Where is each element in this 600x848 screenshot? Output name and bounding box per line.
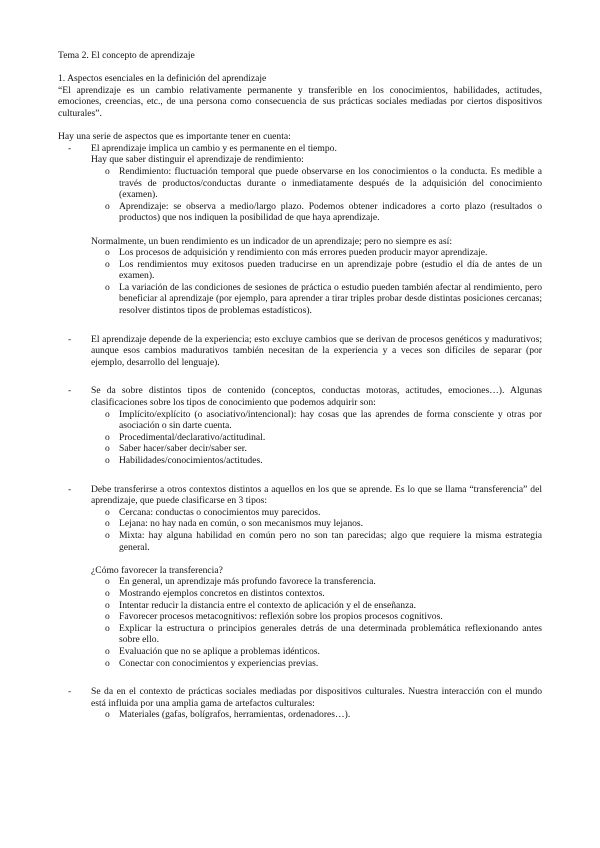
bullet-text: Se da en el contexto de prácticas sociales mediadas por dispositivos culturales. Nuestra interacción con el mundo está influida por una amplia gama de artefactos culturales: — [91, 686, 542, 709]
dash-marker: - — [68, 483, 72, 495]
sub-item — [58, 432, 542, 444]
sub-item — [58, 409, 542, 432]
sub-item — [58, 576, 542, 588]
sub-item — [58, 709, 542, 721]
sub-item — [58, 611, 542, 623]
sub-item — [58, 247, 542, 259]
o-marker: o — [105, 709, 110, 721]
sub-item — [58, 588, 542, 600]
o-marker: o — [105, 611, 110, 623]
o-marker: o — [105, 657, 110, 669]
bullet-text: Debe transferirse a otros contextos distintos a aquellos en los que se aprende. Es lo que se llama “transferencia” del aprendizaje, que puede clasificarse en 3 tipos: — [91, 483, 542, 507]
sub-item — [58, 201, 542, 224]
sub-item-text: Saber hacer/saber decir/saber ser. — [119, 443, 247, 455]
sub-item — [58, 259, 542, 282]
normal-intro: Normalmente, un buen rendimiento es un indicador de un aprendizaje; pero no siempre es así: — [91, 235, 452, 247]
o-marker: o — [105, 576, 110, 588]
bullet-experience — [58, 334, 542, 369]
sub-item — [58, 455, 542, 467]
sub-item-text: Conectar con conocimientos y experiencias previas. — [119, 657, 319, 669]
sub-item-text: Evaluación que no se aplique a problemas idénticos. — [119, 645, 320, 657]
sub-item-text: Intentar reducir la distancia entre el contexto de aplicación y el de enseñanza. — [119, 599, 416, 611]
document-page — [58, 50, 542, 721]
sub-item — [58, 646, 542, 658]
bullet-change — [58, 143, 542, 155]
sub-item-text: Materiales (gafas, bolígrafos, herramientas, ordenadores…). — [119, 709, 351, 721]
sub-item-text: Favorecer procesos metacognitivos: reflexión sobre los propios procesos cognitivos. — [119, 611, 443, 623]
o-marker: o — [105, 247, 110, 259]
sub-item — [58, 282, 542, 317]
bullet-social-practices — [58, 686, 542, 709]
sub-item — [58, 600, 542, 612]
definition-quote: “El aprendizaje es un cambio relativamente permanente y transferible en los conocimientos, habilidades, actitudes, emociones, creencias, etc., de una persona como consecuencia de sus prácticas sociales mediadas por ciertos dispositivos culturales”. — [58, 84, 542, 119]
sub-item-text: Procedimental/declarativo/actitudinal. — [119, 431, 266, 443]
bullet-text: El aprendizaje depende de la experiencia; esto excluye cambios que se derivan de procesos genéticos y madurativos; aunque esos cambios madurativos también necesitan de la experiencia y a veces son difíciles de separar (por ejemplo, desarrollo del lenguaje). — [91, 333, 542, 368]
o-marker: o — [105, 506, 110, 518]
dash-marker: - — [68, 142, 72, 154]
sub-item-text: Los rendimientos muy exitosos pueden traducirse en un aprendizaje pobre (estudio el día de antes de un examen). — [119, 258, 542, 282]
sub-intro: Hay que saber distinguir el aprendizaje de rendimiento: — [91, 154, 304, 166]
o-marker: o — [105, 529, 110, 541]
bullet-content-types — [58, 385, 542, 408]
o-marker: o — [105, 455, 110, 466]
sub-item-text: Aprendizaje: se observa a medio/largo plazo. Podemos obtener indicadores a corto plazo (resultados o productos) que nos indiquen la posibilidad de que haya aprendizaje. — [119, 200, 542, 224]
sub-item-text: Explicar la estructura o principios generales detrás de una determinada problemática reflexionando antes sobre ello. — [119, 622, 542, 646]
sub-item-text: Los procesos de adquisición y rendimiento con más errores pueden producir mayor aprendizaje. — [119, 247, 488, 259]
sub-item — [58, 518, 542, 530]
sub-item-text: Mostrando ejemplos concretos en distintos contextos. — [119, 587, 325, 599]
bullet-text: Se da sobre distintos tipos de contenido (conceptos, conductas motoras, actitudes, emociones…). Algunas clasificaciones sobre los tipos de conocimiento que podemos adquirir son: — [91, 385, 542, 409]
o-marker: o — [105, 408, 110, 420]
series-intro: Hay una serie de aspectos que es importante tener en cuenta: — [58, 131, 291, 143]
sub-item-text: Implícito/explícito (o asociativo/intencional): hay cosas que las aprendes de forma consciente y otras por asociación o sin darte cuenta. — [119, 408, 542, 432]
bullet-transfer — [58, 484, 542, 507]
o-marker: o — [105, 200, 110, 212]
o-marker: o — [105, 281, 110, 293]
sub-item-text: Habilidades/conocimientos/actitudes. — [119, 455, 263, 466]
o-marker: o — [105, 645, 110, 657]
transfer-question: ¿Cómo favorecer la transferencia? — [91, 564, 223, 576]
sub-item — [58, 623, 542, 646]
sub-item-text: En general, un aprendizaje más profundo favorece la transferencia. — [119, 576, 376, 588]
sub-item — [58, 658, 542, 670]
o-marker: o — [105, 518, 110, 530]
sub-item — [58, 166, 542, 201]
dash-marker: - — [68, 333, 72, 345]
sub-item — [58, 443, 542, 455]
sub-item-text: La variación de las condiciones de sesiones de práctica o estudio pueden también afectar al rendimiento, pero beneficiar al aprendizaje (por ejemplo, para aprender a tirar triples probar desde distintas posiciones cercanas; resolver distintos tipos de problemas estadísticos). — [119, 281, 542, 317]
o-marker: o — [105, 622, 110, 634]
sub-item-text: Cercana: conductas o conocimientos muy parecidos. — [119, 506, 321, 518]
sub-item-text: Lejana: no hay nada en común, o son mecanismos muy lejanos. — [119, 518, 364, 530]
sub-item-text: Mixta: hay alguna habilidad en común pero no son tan parecidas; algo que requiere la misma estrategia general. — [119, 529, 542, 553]
o-marker: o — [105, 258, 110, 270]
bullet-text: El aprendizaje implica un cambio y es permanente en el tiempo. — [91, 142, 337, 154]
o-marker: o — [105, 431, 110, 443]
sub-item-text: Rendimiento: fluctuación temporal que puede observarse en los conocimientos o la conducta. Es medible a través de productos/conductas durante o inmediatamente después de la adquisición del conocimiento (examen). — [119, 165, 542, 201]
sub-item — [58, 507, 542, 519]
section-heading: 1. Aspectos esenciales en la definición del aprendizaje — [58, 73, 267, 85]
o-marker: o — [105, 165, 110, 177]
sub-item — [58, 530, 542, 553]
o-marker: o — [105, 443, 110, 455]
dash-marker: - — [68, 686, 72, 698]
dash-marker: - — [68, 385, 72, 397]
o-marker: o — [105, 599, 110, 611]
document-title: Tema 2. El concepto de aprendizaje — [58, 50, 195, 61]
o-marker: o — [105, 587, 110, 599]
